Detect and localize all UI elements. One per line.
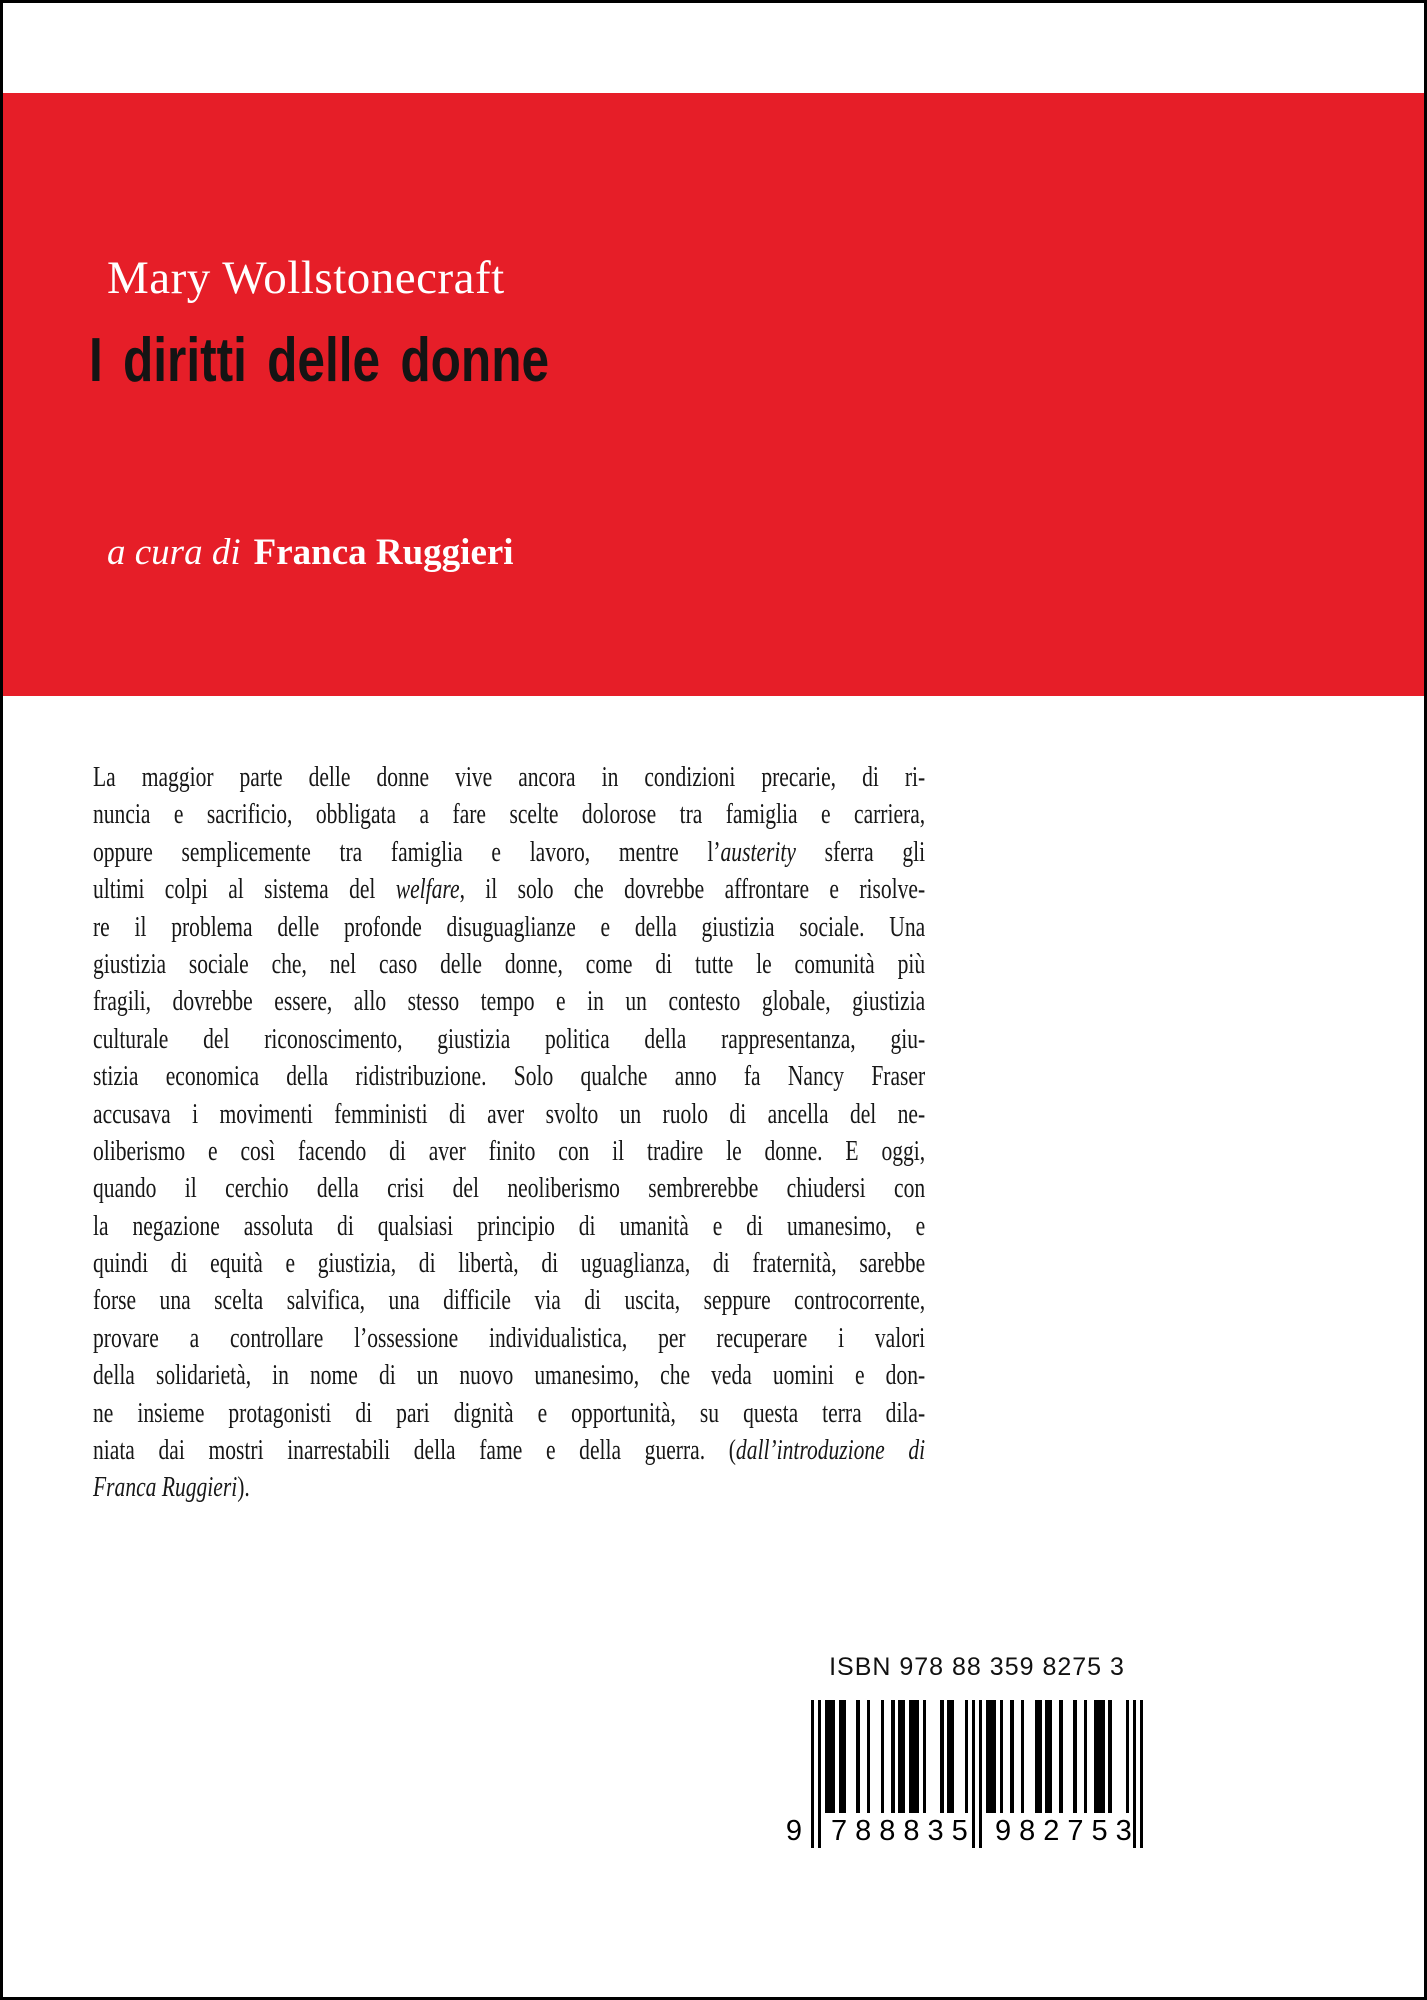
barcode-bar bbox=[891, 1700, 894, 1813]
curator-name: Franca Ruggieri bbox=[253, 532, 514, 573]
barcode-bar bbox=[825, 1700, 835, 1813]
barcode-bar bbox=[1035, 1700, 1042, 1813]
barcode-bar bbox=[1045, 1700, 1052, 1813]
barcode-bar bbox=[867, 1700, 870, 1813]
barcode-bar bbox=[986, 1700, 996, 1813]
ean13-barcode bbox=[785, 1700, 1143, 1850]
barcode-bar bbox=[811, 1700, 814, 1848]
synopsis-line: culturale del riconoscimento, giustizia politica della rappresentanza, giu- bbox=[93, 1022, 926, 1055]
synopsis-line: nuncia e sacrificio, obbligata a fare scelte dolorose tra famiglia e carriera, bbox=[93, 798, 926, 831]
barcode-bar bbox=[923, 1700, 926, 1813]
author-name: Mary Wollstonecraft bbox=[107, 252, 505, 304]
synopsis-line: quando il cerchio della crisi del neoliberismo sembrerebbe chiudersi con bbox=[93, 1172, 926, 1205]
barcode-bar bbox=[818, 1700, 821, 1848]
book-title: I diritti delle donne bbox=[89, 326, 550, 395]
synopsis-line: niata dai mostri inarrestabili della fame e della guerra. (dall’introduzione di bbox=[93, 1434, 926, 1467]
synopsis-line: quindi di equità e giustizia, di libertà, di uguaglianza, di fraternità, sarebbe bbox=[93, 1247, 926, 1280]
barcode-bar bbox=[1108, 1700, 1111, 1813]
barcode-bar bbox=[1010, 1700, 1013, 1813]
barcode-bar bbox=[898, 1700, 905, 1813]
barcode-bar bbox=[1140, 1700, 1143, 1848]
synopsis-line: forse una scelta salvifica, una difficile via di uscita, seppure controcorrente, bbox=[93, 1284, 926, 1317]
barcode-bar bbox=[965, 1700, 968, 1813]
synopsis-line: la negazione assoluta di qualsiasi principio di umanità e di umanesimo, e bbox=[93, 1209, 926, 1242]
barcode-bar bbox=[839, 1700, 846, 1813]
barcode-bar bbox=[1021, 1700, 1024, 1813]
barcode-bar bbox=[881, 1700, 884, 1813]
barcode-bar bbox=[1094, 1700, 1104, 1813]
synopsis-line: ne insieme protagonisti di pari dignità e opportunità, su questa terra dila- bbox=[93, 1396, 926, 1429]
synopsis-line: giustizia sociale che, nel caso delle donne, come di tutte le comunità più bbox=[93, 947, 926, 980]
isbn-label: ISBN 978 88 359 8275 3 bbox=[829, 1653, 1125, 1681]
barcode-bar bbox=[1000, 1700, 1003, 1813]
synopsis-line: ultimi colpi al sistema del welfare, il solo che dovrebbe affrontare e risolve- bbox=[93, 873, 926, 906]
synopsis-line: accusava i movimenti femministi di aver svolto un ruolo di ancella del ne- bbox=[93, 1097, 926, 1130]
synopsis-line: oliberismo e così facendo di aver finito con il tradire le donne. E oggi, bbox=[93, 1134, 926, 1167]
synopsis-line: re il problema delle profonde disuguaglianze e della giustizia sociale. Una bbox=[93, 910, 926, 943]
synopsis-line: stizia economica della ridistribuzione. Solo qualche anno fa Nancy Fraser bbox=[93, 1060, 926, 1093]
barcode-bar bbox=[947, 1700, 954, 1813]
barcode-digit-group-2: 982753 bbox=[987, 1813, 1132, 1850]
barcode-digit-leading: 9 bbox=[785, 1815, 803, 1847]
barcode-bar bbox=[856, 1700, 859, 1813]
synopsis-line: oppure semplicemente tra famiglia e lavoro, mentre l’austerity sferra gli bbox=[93, 835, 926, 868]
barcode-bar bbox=[979, 1700, 982, 1848]
barcode-bar bbox=[909, 1700, 919, 1813]
barcode-bar bbox=[1059, 1700, 1062, 1813]
barcode-digit-group-1: 788835 bbox=[823, 1813, 968, 1850]
curator-prefix: a cura di bbox=[107, 532, 241, 573]
synopsis-line: fragili, dovrebbe essere, allo stesso tempo e in un contesto globale, giustizia bbox=[93, 985, 926, 1018]
curator-line bbox=[107, 531, 514, 575]
synopsis-line: La maggior parte delle donne vive ancora in condizioni precarie, di ri- bbox=[93, 761, 926, 793]
barcode-bar bbox=[940, 1700, 943, 1813]
synopsis bbox=[93, 759, 925, 1507]
barcode-bar bbox=[1084, 1700, 1087, 1813]
red-band bbox=[3, 93, 1424, 696]
barcode-bar bbox=[1073, 1700, 1076, 1813]
synopsis-line: provare a controllare l’ossessione individualistica, per recuperare i valori bbox=[93, 1321, 926, 1354]
synopsis-line: Franca Ruggieri). bbox=[93, 1471, 250, 1504]
barcode-bar bbox=[1126, 1700, 1129, 1813]
synopsis-line: della solidarietà, in nome di un nuovo umanesimo, che veda uomini e don- bbox=[93, 1359, 926, 1392]
